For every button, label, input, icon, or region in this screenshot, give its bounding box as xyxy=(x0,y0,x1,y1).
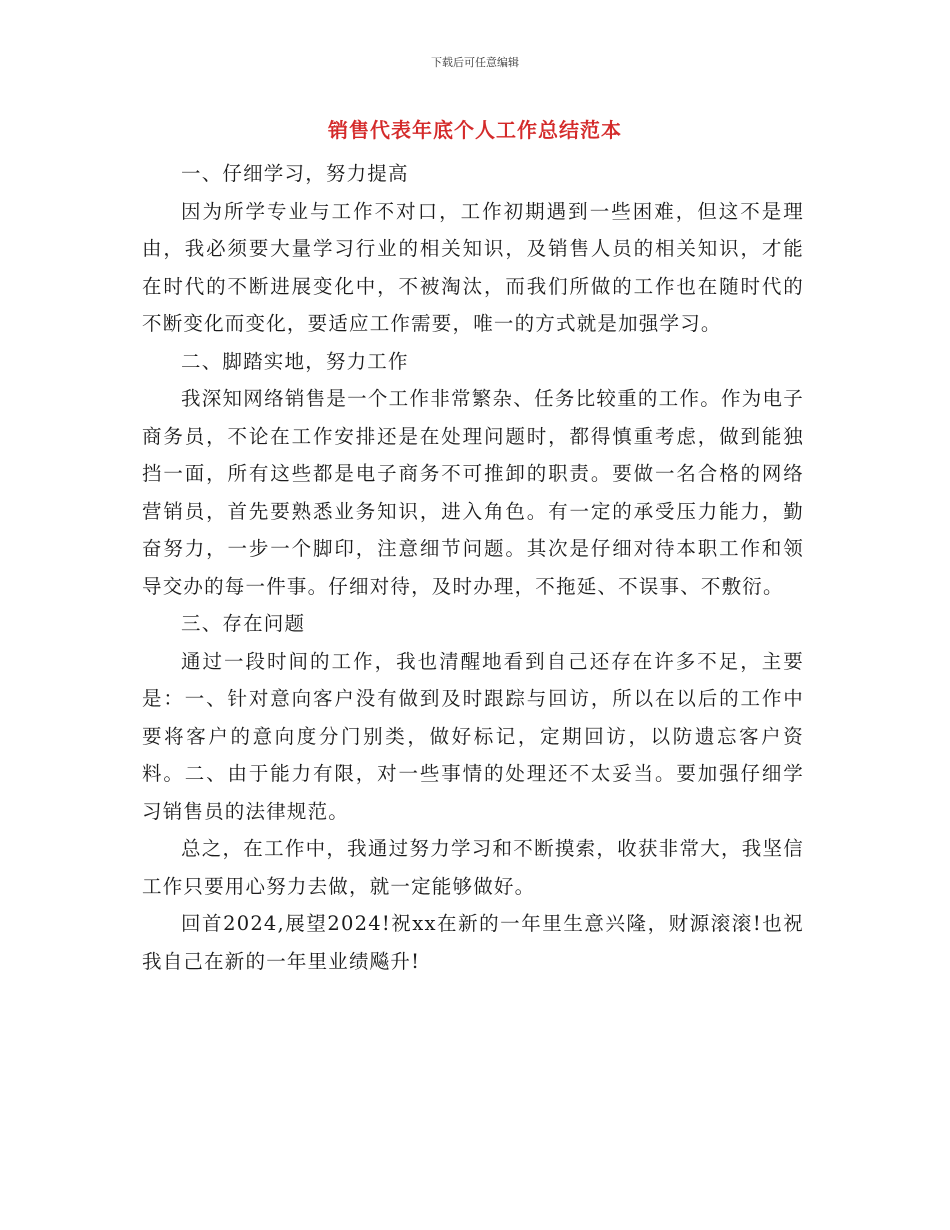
section-heading-3: 三、存在问题 xyxy=(181,612,306,635)
document-title: 销售代表年底个人工作总结范本 xyxy=(328,118,622,142)
body-paragraph-3: 通过一段时间的工作，我也清醒地看到自己还存在许多不足，主要是：一、针对意向客户没有做到及时跟踪与回访，所以在以后的工作中要将客户的意向度分门别类，做好标记，定期回访，以防遗忘客户资料。二、由于能力有限，对一些事情的处理还不太妥当。要加强仔细学习销售员的法律规范。 xyxy=(142,649,804,823)
section-heading-1: 一、仔细学习，努力提高 xyxy=(181,162,409,185)
summary-paragraph: 总之，在工作中，我通过努力学习和不断摸索，收获非常大，我坚信工作只要用心努力去做，就一定能够做好。 xyxy=(142,837,804,898)
document-body xyxy=(142,155,804,980)
header-note: 下载后可任意编辑 xyxy=(431,56,519,69)
body-paragraph-1: 因为所学专业与工作不对口，工作初期遇到一些困难，但这不是理由，我必须要大量学习行业的相关知识，及销售人员的相关知识，才能在时代的不断进展变化中，不被淘汰，而我们所做的工作也在随时代的不断变化而变化，要适应工作需要，唯一的方式就是加强学习。 xyxy=(142,199,804,335)
body-paragraph-2: 我深知网络销售是一个工作非常繁杂、任务比较重的工作。作为电子商务员，不论在工作安排还是在处理问题时，都得慎重考虑，做到能独挡一面，所有这些都是电子商务不可推卸的职责。要做一名合格的网络营销员，首先要熟悉业务知识，进入角色。有一定的承受压力能力，勤奋努力，一步一个脚印，注意细节问题。其次是仔细对待本职工作和领导交办的每一件事。仔细对待，及时办理，不拖延、不误事、不敷衍。 xyxy=(142,387,804,598)
closing-paragraph: 回首2024,展望2024!祝xx在新的一年里生意兴隆，财源滚滚!也祝我自己在新的一年里业绩飚升! xyxy=(142,912,804,973)
section-heading-2: 二、脚踏实地，努力工作 xyxy=(181,349,409,373)
